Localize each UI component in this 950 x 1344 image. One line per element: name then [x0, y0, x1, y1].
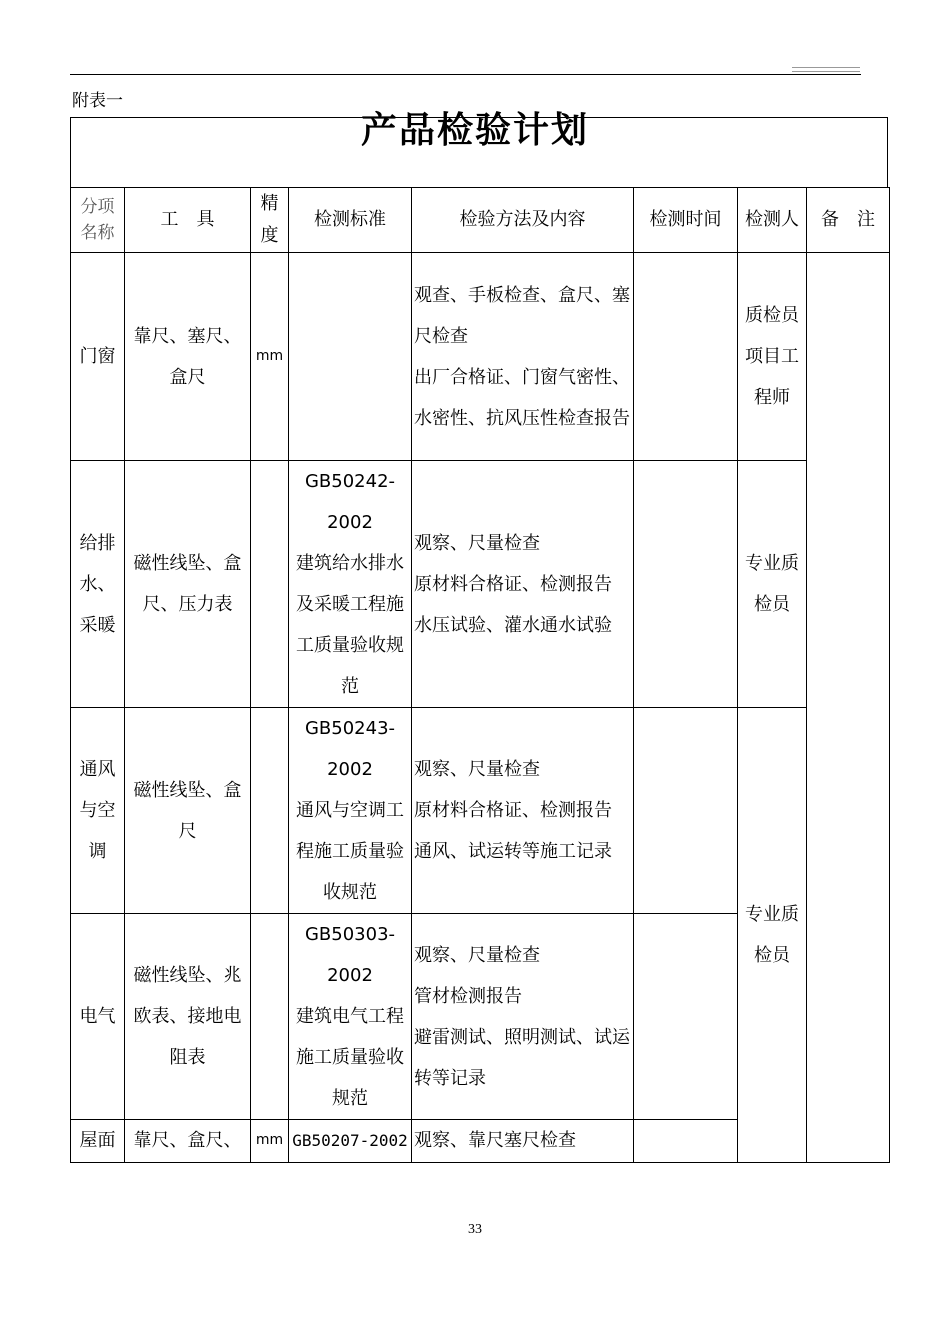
header-tools: 工 具	[125, 188, 251, 253]
standard-cell: GB50242-2002 建筑给水排水及采暖工程施工质量验收规范	[289, 461, 412, 708]
item-cell: 给排水、采暖	[71, 461, 125, 708]
tools-cell: 磁性线坠、盒尺	[125, 708, 251, 914]
inspector-cell: 质检员 项目工程师	[738, 253, 807, 461]
table-row	[71, 461, 890, 708]
inspector-cell: 专业质检员	[738, 708, 807, 1163]
header-inspector: 检测人	[738, 188, 807, 253]
method-cell: 观察、尺量检查 管材检测报告 避雷测试、照明测试、试运转等记录	[412, 914, 634, 1120]
method-cell: 观察、尺量检查 原材料合格证、检测报告 通风、试运转等施工记录	[412, 708, 634, 914]
standard-cell: GB50243-2002 通风与空调工程施工质量验收规范	[289, 708, 412, 914]
inspection-plan-table	[70, 187, 890, 1163]
time-cell	[634, 914, 738, 1120]
header-method: 检验方法及内容	[412, 188, 634, 253]
precision-cell	[251, 914, 289, 1120]
header-precision: 精度	[251, 188, 289, 253]
appendix-label: 附表一	[72, 91, 123, 111]
tools-cell: 靠尺、盒尺、	[125, 1120, 251, 1163]
method-cell: 观查、手板检查、盒尺、塞尺检查 出厂合格证、门窗气密性、水密性、抗风压性检查报告	[412, 253, 634, 461]
inspector-cell: 专业质检员	[738, 461, 807, 708]
item-cell: 通风与空调	[71, 708, 125, 914]
remarks-cell	[807, 253, 890, 1163]
time-cell	[634, 1120, 738, 1163]
table-header-row	[71, 188, 890, 253]
table-row	[71, 708, 890, 914]
header-standard: 检测标准	[289, 188, 412, 253]
page-title: 产品检验计划	[360, 109, 589, 151]
header-item: 分项名称	[71, 188, 125, 253]
standard-cell	[289, 253, 412, 461]
precision-cell: mm	[251, 253, 289, 461]
item-cell: 屋面	[71, 1120, 125, 1163]
item-cell: 电气	[71, 914, 125, 1120]
tools-cell: 靠尺、塞尺、盒尺	[125, 253, 251, 461]
standard-cell: GB50207-2002	[289, 1120, 412, 1163]
page-number: 33	[468, 1222, 482, 1237]
method-cell: 观察、靠尺塞尺检查	[412, 1120, 634, 1163]
item-cell: 门窗	[71, 253, 125, 461]
tools-cell: 磁性线坠、兆欧表、接地电阻表	[125, 914, 251, 1120]
method-cell: 观察、尺量检查 原材料合格证、检测报告 水压试验、灌水通水试验	[412, 461, 634, 708]
header-rule	[70, 74, 861, 75]
precision-cell: mm	[251, 1120, 289, 1163]
header-decoration	[792, 67, 860, 68]
table-row	[71, 253, 890, 461]
time-cell	[634, 708, 738, 914]
header-remarks: 备 注	[807, 188, 890, 253]
time-cell	[634, 461, 738, 708]
standard-cell: GB50303-2002 建筑电气工程施工质量验收规范	[289, 914, 412, 1120]
header-decoration	[792, 71, 860, 72]
precision-cell	[251, 461, 289, 708]
header-time: 检测时间	[634, 188, 738, 253]
precision-cell	[251, 708, 289, 914]
time-cell	[634, 253, 738, 461]
tools-cell: 磁性线坠、盒尺、压力表	[125, 461, 251, 708]
